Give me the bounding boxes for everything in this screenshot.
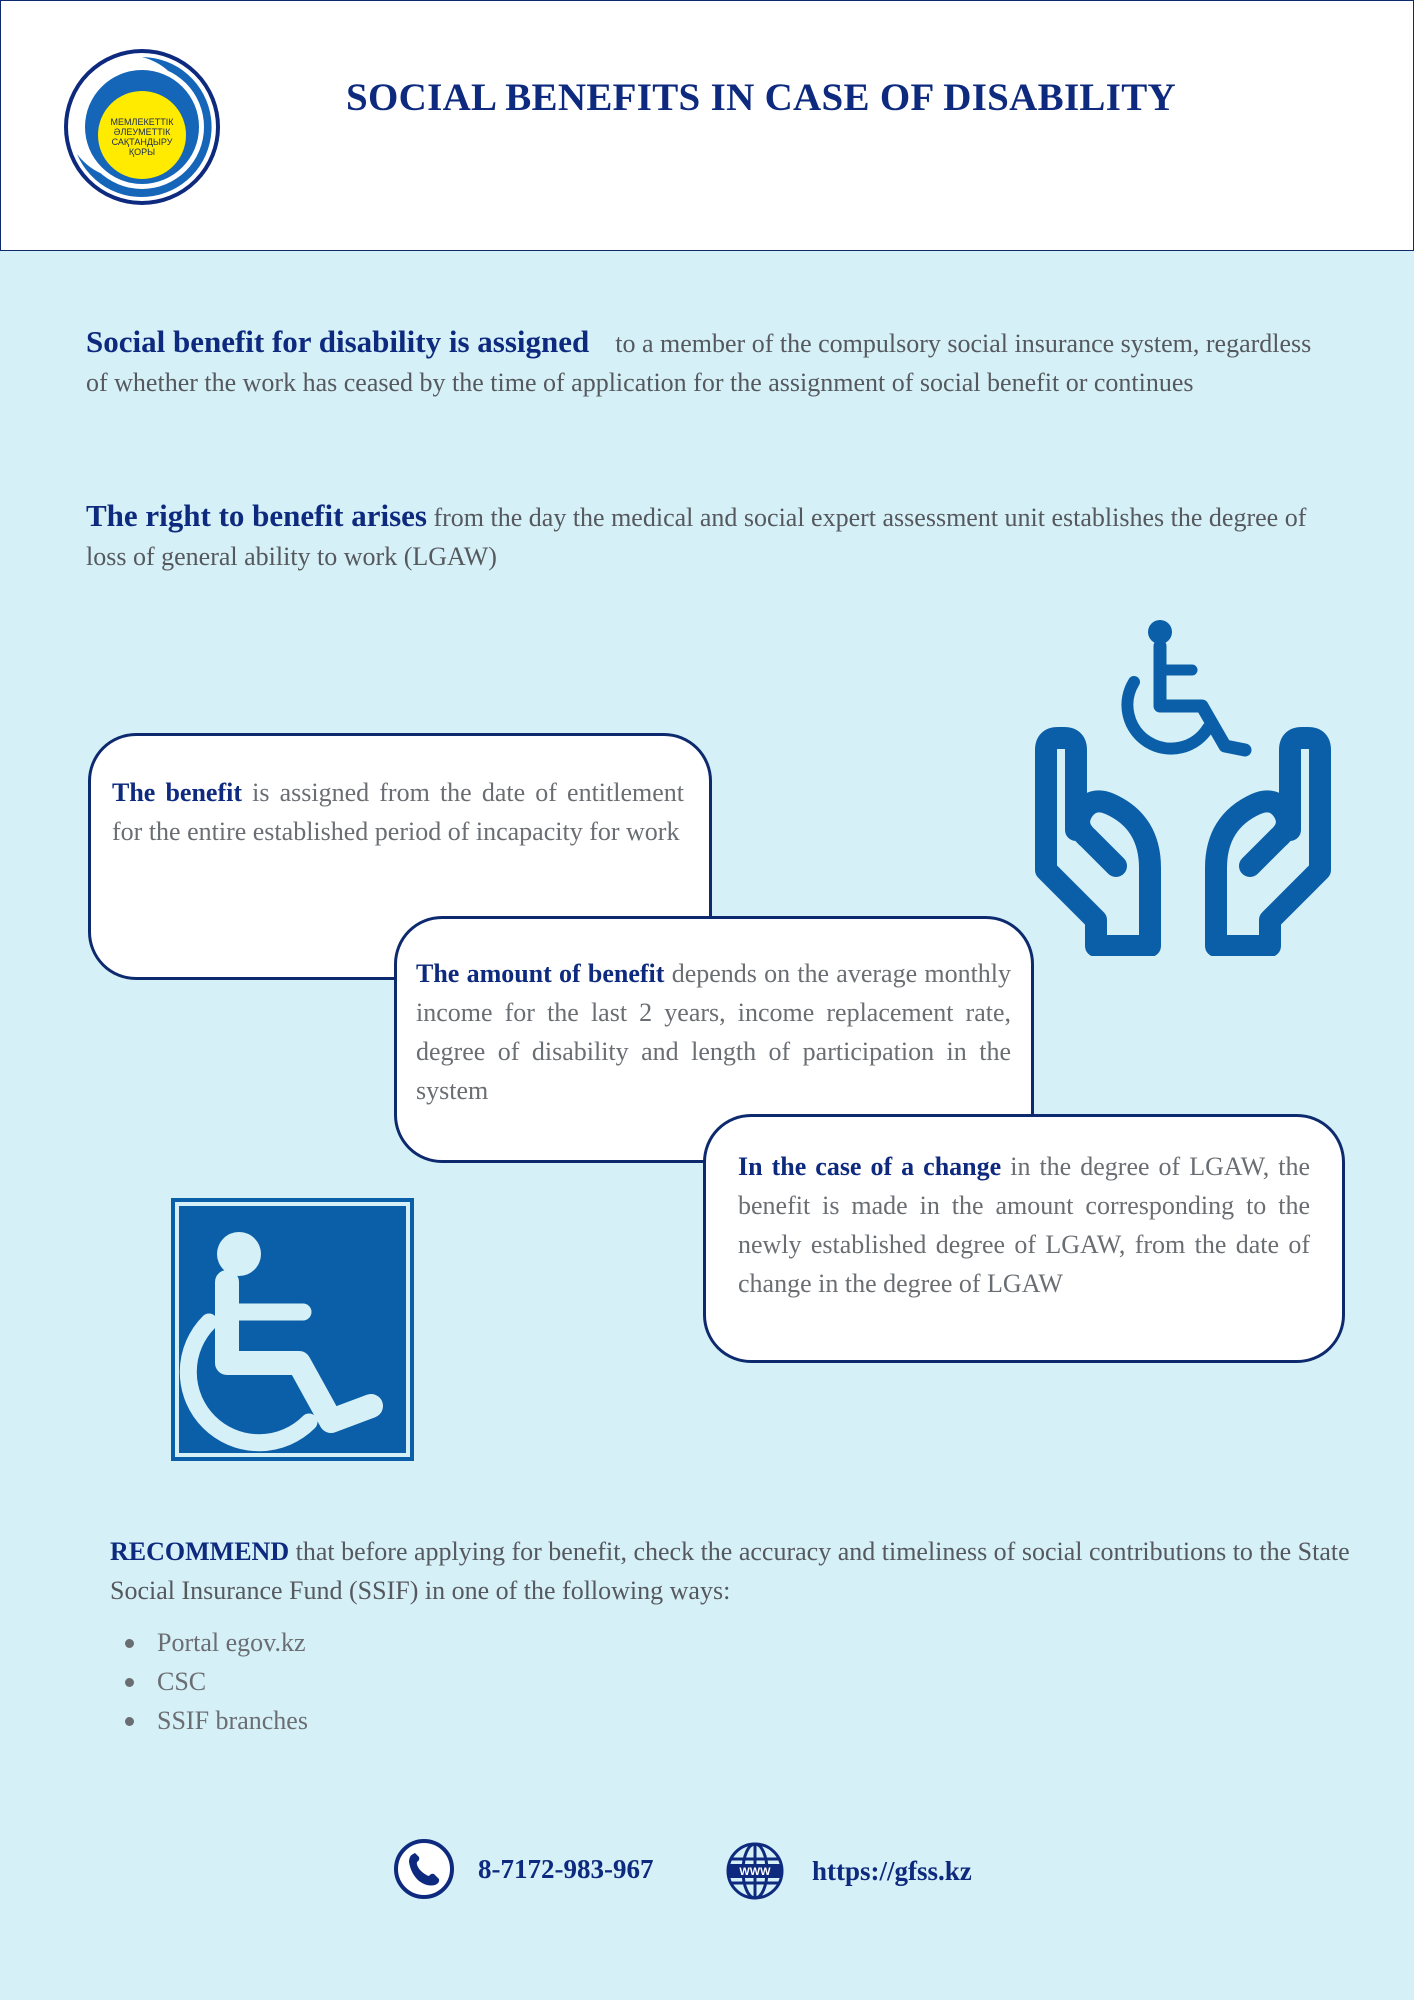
- hands-holding-wheelchair-icon: [1030, 616, 1336, 956]
- verification-ways-list: [110, 1623, 308, 1740]
- box-heading: In the case of a change: [738, 1152, 1002, 1181]
- box-text: is assigned from the date of entitlement for the entire established period of incapacity for work: [112, 778, 684, 846]
- right-paragraph: [86, 496, 1312, 576]
- degree-change-box: [703, 1114, 1345, 1363]
- box-text: in the degree of LGAW, the benefit is made in the amount corresponding to the newly established degree of LGAW, from the date of change in the degree of LGAW: [738, 1152, 1311, 1298]
- assignment-heading: Social benefit for disability is assigned: [86, 324, 590, 359]
- fund-logo: [63, 48, 221, 206]
- phone-number[interactable]: 8-7172-983-967: [478, 1854, 654, 1884]
- list-item: SSIF branches: [110, 1701, 308, 1740]
- www-globe-icon: [724, 1840, 786, 1902]
- box-text: depends on the average monthly income for the last 2 years, income replacement rate, degree of disability and length of participation in the system: [416, 959, 1012, 1105]
- right-heading: The right to benefit arises: [86, 498, 427, 533]
- page-title: SOCIAL BENEFITS IN CASE OF DISABILITY: [346, 76, 1176, 119]
- wheelchair-accessibility-sign-icon: [171, 1198, 414, 1461]
- assignment-paragraph: [86, 322, 1312, 402]
- recommendation-paragraph: [110, 1532, 1372, 1610]
- recommend-text: that before applying for benefit, check the accuracy and timeliness of social contributions to the State Social Insurance Fund (SSIF) in one of the following ways:: [110, 1537, 1350, 1605]
- page-header: [0, 0, 1414, 251]
- box-heading: The benefit: [112, 778, 243, 807]
- list-item: Portal egov.kz: [110, 1623, 308, 1662]
- logo-text: МЕМЛЕКЕТТІК ӘЛЕУМЕТТІК САҚТАНДЫРУ ҚОРЫ: [110, 117, 174, 157]
- right-text: from the day the medical and social expert assessment unit establishes the degree of loss of general ability to work (LGAW): [86, 503, 1307, 571]
- svg-text:WWW: WWW: [739, 1866, 771, 1878]
- assignment-text: to a member of the compulsory social insurance system, regardless of whether the work has ceased by the time of application for the assignment of social benefit or continues: [86, 329, 1312, 397]
- list-item: CSC: [110, 1662, 308, 1701]
- website-link[interactable]: https://gfss.kz: [812, 1856, 972, 1886]
- phone-icon: [393, 1838, 455, 1900]
- box-heading: The amount of benefit: [416, 959, 665, 988]
- recommend-heading: RECOMMEND: [110, 1537, 290, 1566]
